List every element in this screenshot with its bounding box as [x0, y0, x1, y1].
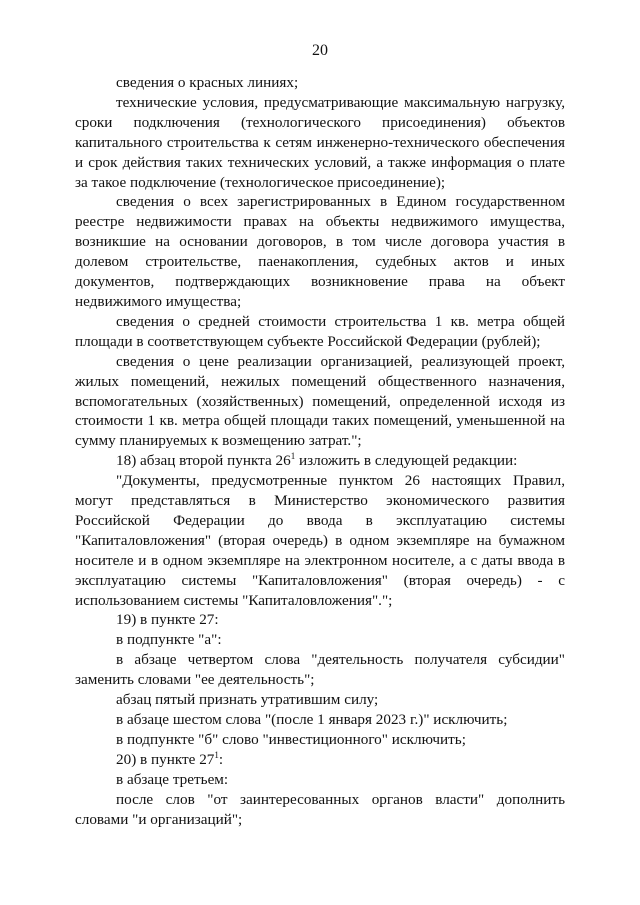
paragraph-add-organizations: после слов "от заинтересованных органов власти" дополнить словами "и организаций";	[75, 790, 565, 828]
paragraph-registered-rights: сведения о всех зарегистрированных в Едином государственном реестре недвижимости правах на объекты недвижимого имущества, возникшие на основании договоров, в том числе договора участия в долевом строительстве, паенакопления, судебных актов и иных документов, подтверждающих возникновение права на объект недвижимого имущества;	[75, 193, 565, 310]
paragraph-item-19: 19) в пункте 27:	[116, 611, 219, 629]
paragraph-average-cost: сведения о средней стоимости строительства 1 кв. метра общей площади в соответствующем субъекте Российской Федерации (рублей);	[75, 312, 565, 350]
paragraph-sixth-abzac: в абзаце шестом слова "(после 1 января 2023 г.)" исключить;	[116, 711, 508, 728]
paragraph-item-20	[75, 750, 565, 770]
paragraph-fourth-abzac: в абзаце четвертом слова "деятельность получателя субсидии" заменить словами "ее деятельность";	[75, 651, 565, 689]
item-20-text-before: 20) в пункте 27	[116, 750, 215, 768]
paragraph-sale-price: сведения о цене реализации организацией, реализующей проект, жилых помещений, нежилых помещений общественного назначения, вспомогательных (хозяйственных) помещений, определенной исходя из стоимости 1 кв. метра общей площади таких помещений, уменьшенной на сумму планируемых к возмещению затрат.";	[75, 352, 565, 450]
item-20-superscript: 1	[214, 749, 219, 760]
paragraph-item-18	[75, 451, 565, 471]
document-body	[75, 73, 565, 829]
item-18-text-before: 18) абзац второй пункта 26	[116, 452, 291, 470]
item-18-text-after: изложить в следующей редакции:	[295, 452, 518, 470]
paragraph-documents-quote: "Документы, предусмотренные пунктом 26 настоящих Правил, могут представляться в Министерство экономического развития Российской Федерации до ввода в эксплуатацию системы "Капиталовложения" (вторая очередь) в одном экземпляре на бумажном носителе и в одном экземпляре на электронном носителе, а с даты ввода в эксплуатацию системы "Капиталовложения" (вторая очередь) - с использованием системы "Капиталовложения".";	[75, 472, 565, 609]
paragraph-subitem-a: в подпункте "а":	[116, 631, 222, 649]
page-number: 20	[312, 42, 328, 59]
paragraph-technical-conditions: технические условия, предусматривающие максимальную нагрузку, сроки подключения (технологического присоединения) объектов капитального строительства к сетям инженерно-технического обеспечения и срок действия таких технических условий, а также информация о плате за такое подключение (технологическое присоединение);	[75, 93, 565, 191]
paragraph-subitem-b: в подпункте "б" слово "инвестиционного" исключить;	[116, 730, 466, 748]
item-18-superscript: 1	[290, 451, 296, 462]
item-20-text-after: :	[218, 750, 224, 768]
paragraph-fifth-abzac: абзац пятый признать утратившим силу;	[116, 691, 379, 709]
paragraph-red-lines: сведения о красных линиях;	[116, 74, 299, 91]
paragraph-third-abzac: в абзаце третьем:	[116, 770, 229, 788]
